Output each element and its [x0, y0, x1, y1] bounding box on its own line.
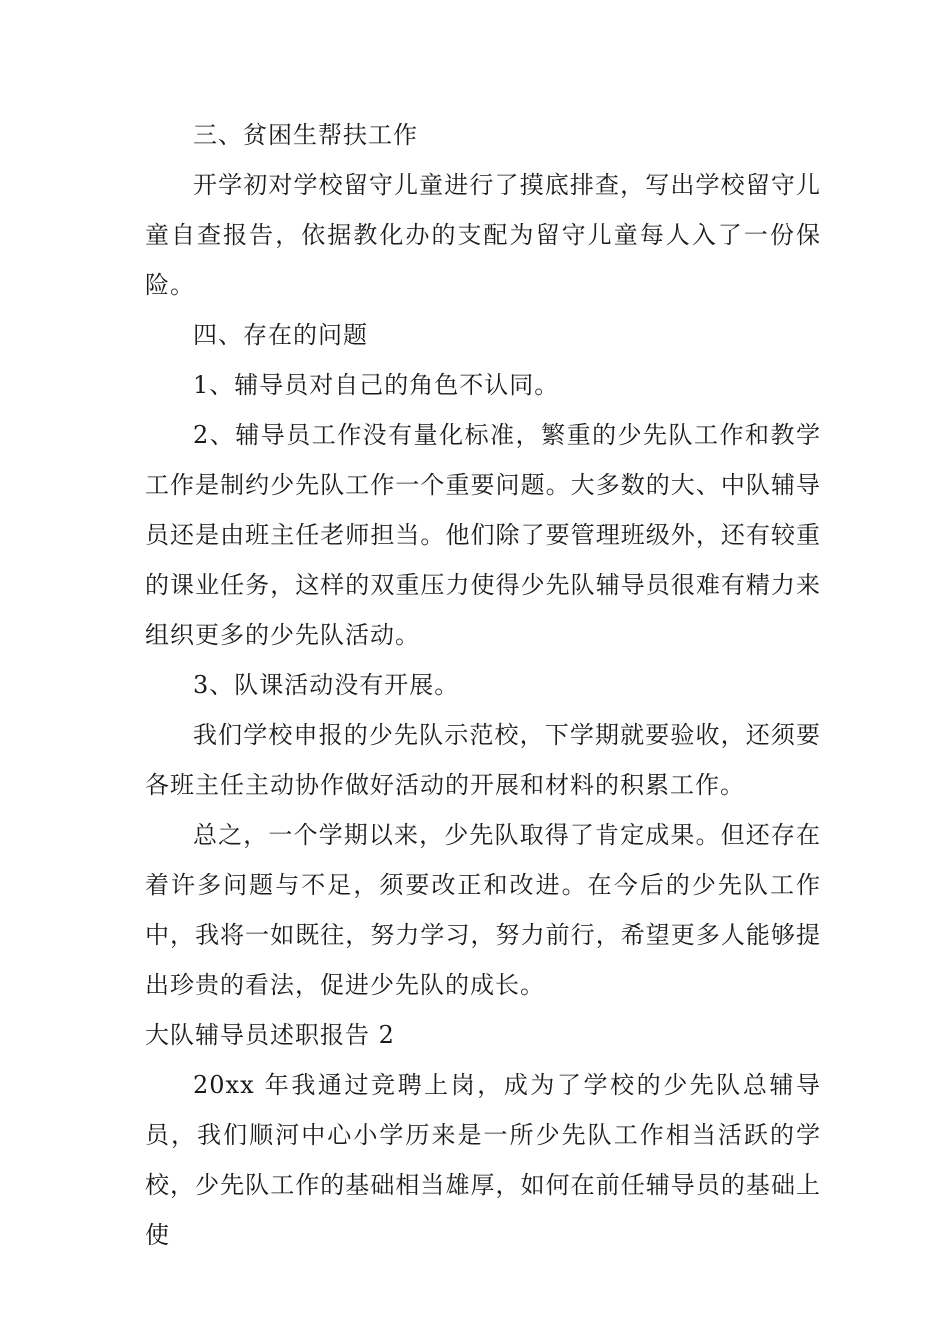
heading-existing-problems: 四、存在的问题 [193, 321, 368, 349]
section-paragraph-1: 20xx 年我通过竞聘上岗，成为了学校的少先队总辅导员，我们顺河中心小学历来是一所少先队工作相当活跃的学校，少先队工作的基础相当雄厚，如何在前任辅导员的基础上使 [145, 1071, 821, 1249]
paragraph-conclusion: 总之，一个学期以来，少先队取得了肯定成果。但还存在着许多问题与不足，须要改正和改进。在今后的少先队工作中，我将一如既往，努力学习，努力前行，希望更多人能够提出珍贵的看法，促进少先队的成长。 [145, 821, 821, 999]
problem-item-2: 2、辅导员工作没有量化标准，繁重的少先队工作和教学工作是制约少先队工作一个重要问题。大多数的大、中队辅导员还是由班主任老师担当。他们除了要管理班级外，还有较重的课业任务，这样的双重压力使得少先队辅导员很难有精力来组织更多的少先队活动。 [145, 421, 821, 649]
paragraph-demo-school: 我们学校申报的少先队示范校，下学期就要验收，还须要各班主任主动协作做好活动的开展和材料的积累工作。 [145, 721, 821, 799]
section-title: 大队辅导员述职报告 2 [145, 1021, 395, 1049]
document-body [145, 110, 821, 1260]
problem-item-3: 3、队课活动没有开展。 [193, 671, 460, 699]
problem-item-1: 1、辅导员对自己的角色不认同。 [193, 371, 560, 399]
heading-poverty-aid: 三、贫困生帮扶工作 [193, 121, 418, 149]
paragraph-left-behind-children: 开学初对学校留守儿童进行了摸底排查，写出学校留守儿童自查报告，依据教化办的支配为留守儿童每人入了一份保险。 [145, 171, 821, 299]
